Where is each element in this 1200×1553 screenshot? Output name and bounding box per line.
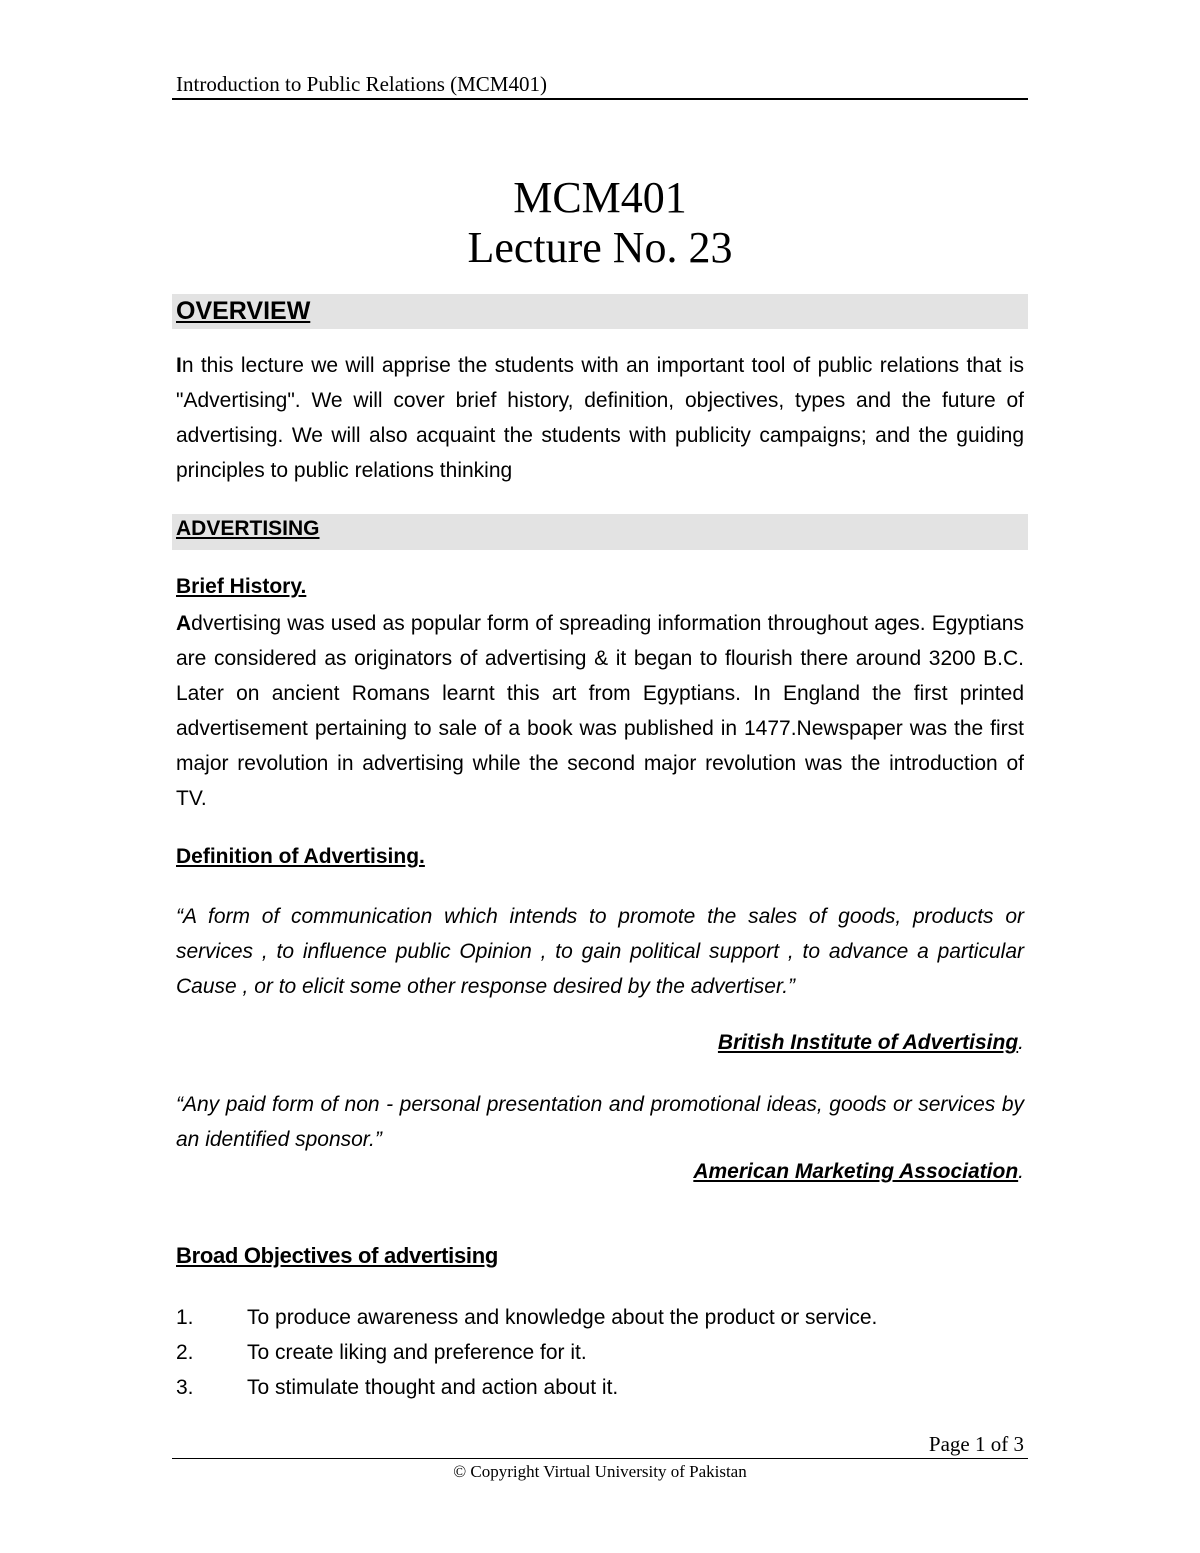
advertising-section-bar	[172, 514, 1028, 550]
list-item	[176, 1335, 1024, 1370]
brief-history-heading: Brief History.	[176, 575, 307, 598]
quote-2-attribution	[693, 1160, 1024, 1184]
page-number: Page 1 of 3	[928, 1432, 1024, 1456]
course-code-title: MCM401	[513, 173, 687, 222]
list-item-number: 3.	[176, 1376, 194, 1399]
running-header: Introduction to Public Relations (MCM401)	[176, 72, 547, 96]
list-item-text: To stimulate thought and action about it.	[247, 1376, 619, 1399]
definition-heading: Definition of Advertising.	[176, 845, 425, 868]
list-item-text: To create liking and preference for it.	[247, 1341, 587, 1364]
list-item-number: 2.	[176, 1341, 194, 1364]
history-text: dvertising was used as popular form of spreading information throughout ages. Egyptians are considered as originators of advertising & it began to flourish there around 3200 B.C. Later on ancient Romans learnt this art from Egyptians. In England the first printed advertisement pertaining to sale of a book was published in 1477.Newspaper was the first major revolution in advertising while the second major revolution was the introduction of TV.	[176, 612, 1024, 810]
quote-2-source-end: .	[1018, 1160, 1024, 1183]
advertising-heading: ADVERTISING	[176, 517, 320, 540]
objectives-list	[176, 1300, 1024, 1405]
copyright-notice: © Copyright Virtual University of Pakistan	[453, 1462, 747, 1481]
list-item	[176, 1300, 1024, 1335]
definition-quote-2: “Any paid form of non - personal presentation and promotional ideas, goods or services by an identified sponsor.”	[176, 1093, 1024, 1151]
history-first-letter: A	[176, 612, 192, 635]
overview-heading: OVERVIEW	[176, 297, 311, 325]
list-item	[176, 1370, 1024, 1405]
quote-1-attribution	[718, 1031, 1024, 1055]
list-item-number: 1.	[176, 1306, 194, 1329]
quote-1-source-end: .	[1018, 1031, 1024, 1054]
quote-2-source: American Marketing Association	[693, 1160, 1019, 1183]
definition-quote-1: “A form of communication which intends to promote the sales of goods, products or services , to influence public Opinion , to gain political support , to advance a particular Cause , or to elicit some other response desired by the advertiser.”	[176, 905, 1024, 998]
overview-section-bar	[172, 294, 1028, 329]
overview-text: n this lecture we will apprise the students with an important tool of public relations that is "Advertising". We will cover brief history, definition, objectives, types and the future of advertising. We will also acquaint the students with publicity campaigns; and the guiding principles to public relations thinking	[176, 354, 1024, 482]
footer-divider	[172, 1458, 1028, 1459]
objectives-heading: Broad Objectives of advertising	[176, 1243, 499, 1268]
overview-first-letter: I	[176, 354, 182, 377]
lecture-number-title: Lecture No. 23	[467, 223, 733, 272]
overview-paragraph	[176, 348, 1024, 488]
quote-1-source: British Institute of Advertising	[717, 1031, 1019, 1054]
header-divider	[172, 98, 1028, 100]
history-paragraph	[176, 606, 1024, 816]
list-item-text: To produce awareness and knowledge about the product or service.	[247, 1306, 878, 1329]
